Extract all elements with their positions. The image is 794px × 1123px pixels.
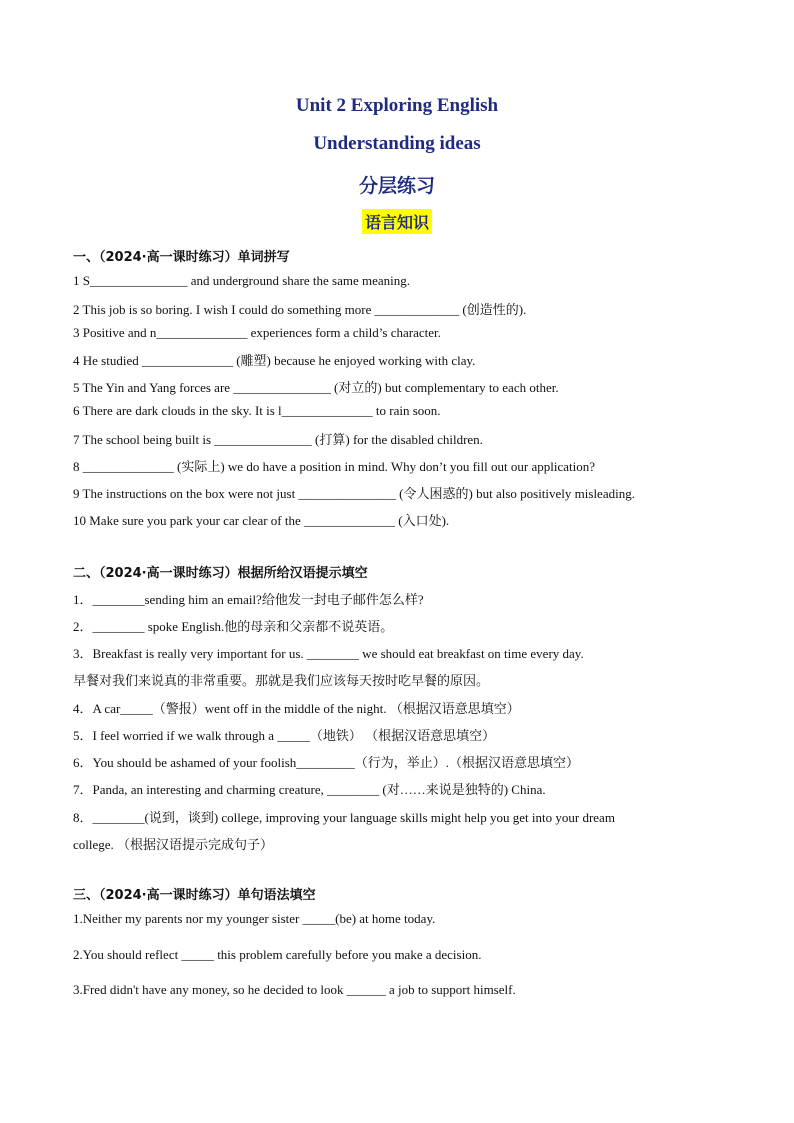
lesson-title: Understanding ideas (313, 133, 481, 154)
section-heading-spelling: 一、（2024·高一课时练习）单词拼写 (73, 250, 290, 265)
question-line: 10 Make sure you park your car clear of the ______________ (入口处). (73, 513, 450, 528)
question-line: 9 The instructions on the box were not just _______________ (令人困惑的) but also positively misleading. (73, 486, 635, 501)
section-subtitle-highlight: 语言知识 (362, 209, 432, 234)
subtitle-row (0, 209, 794, 234)
question-line: 5 The Yin and Yang forces are _______________ (对立的) but complementary to each other. (73, 380, 559, 395)
unit-title: Unit 2 Exploring English (295, 95, 499, 116)
question-line: 3.Fred didn't have any money, so he decided to look ______ a job to support himself. (73, 982, 516, 997)
question-line: 1．________sending him an email?给他发一封电子邮件怎么样? (73, 592, 424, 607)
question-line: 2.You should reflect _____ this problem carefully before you make a decision. (73, 947, 482, 962)
question-line: 4 He studied ______________ (雕塑) because he enjoyed working with clay. (73, 353, 476, 368)
practice-title: 分层练习 (358, 175, 435, 197)
question-line: 2 This job is so boring. I wish I could do something more _____________ (创造性的). (73, 302, 527, 317)
section-heading-grammar: 三、（2024·高一课时练习）单句语法填空 (73, 888, 316, 903)
question-line: 3．Breakfast is really very important for us. ________ we should eat breakfast on time every day. (73, 646, 584, 661)
question-line: 3 Positive and n______________ experiences form a child’s character. (73, 325, 441, 340)
question-line: 1 S_______________ and underground share the same meaning. (73, 273, 410, 288)
section-heading-chinese-hints: 二、（2024·高一课时练习）根据所给汉语提示填空 (73, 566, 368, 581)
question-line: 6．You should be ashamed of your foolish_________（行为，举止）.（根据汉语意思填空） (73, 755, 580, 770)
question-line: 1.Neither my parents nor my younger sister _____(be) at home today. (73, 911, 436, 926)
question-line: 8 ______________ (实际上) we do have a position in mind. Why don’t you fill out our application? (73, 459, 595, 474)
question-line-continued: college. （根据汉语提示完成句子） (73, 837, 274, 852)
question-line: 5．I feel worried if we walk through a _____（地铁） （根据汉语意思填空） (73, 728, 496, 743)
question-line: 7 The school being built is _______________ (打算) for the disabled children. (73, 432, 483, 447)
question-line: 6 There are dark clouds in the sky. It is l______________ to rain soon. (73, 403, 441, 418)
question-line: 4．A car_____（警报）went off in the middle of the night. （根据汉语意思填空） (73, 701, 520, 716)
question-line-translation: 早餐对我们来说真的非常重要。那就是我们应该每天按时吃早餐的原因。 (73, 673, 490, 688)
question-line: 7．Panda, an interesting and charming creature, ________ (对……来说是独特的) China. (73, 782, 546, 797)
question-line: 8．________(说到，谈到) college, improving your language skills might help you get into your dream (73, 810, 615, 825)
question-line: 2．________ spoke English.他的母亲和父亲都不说英语。 (73, 619, 394, 634)
